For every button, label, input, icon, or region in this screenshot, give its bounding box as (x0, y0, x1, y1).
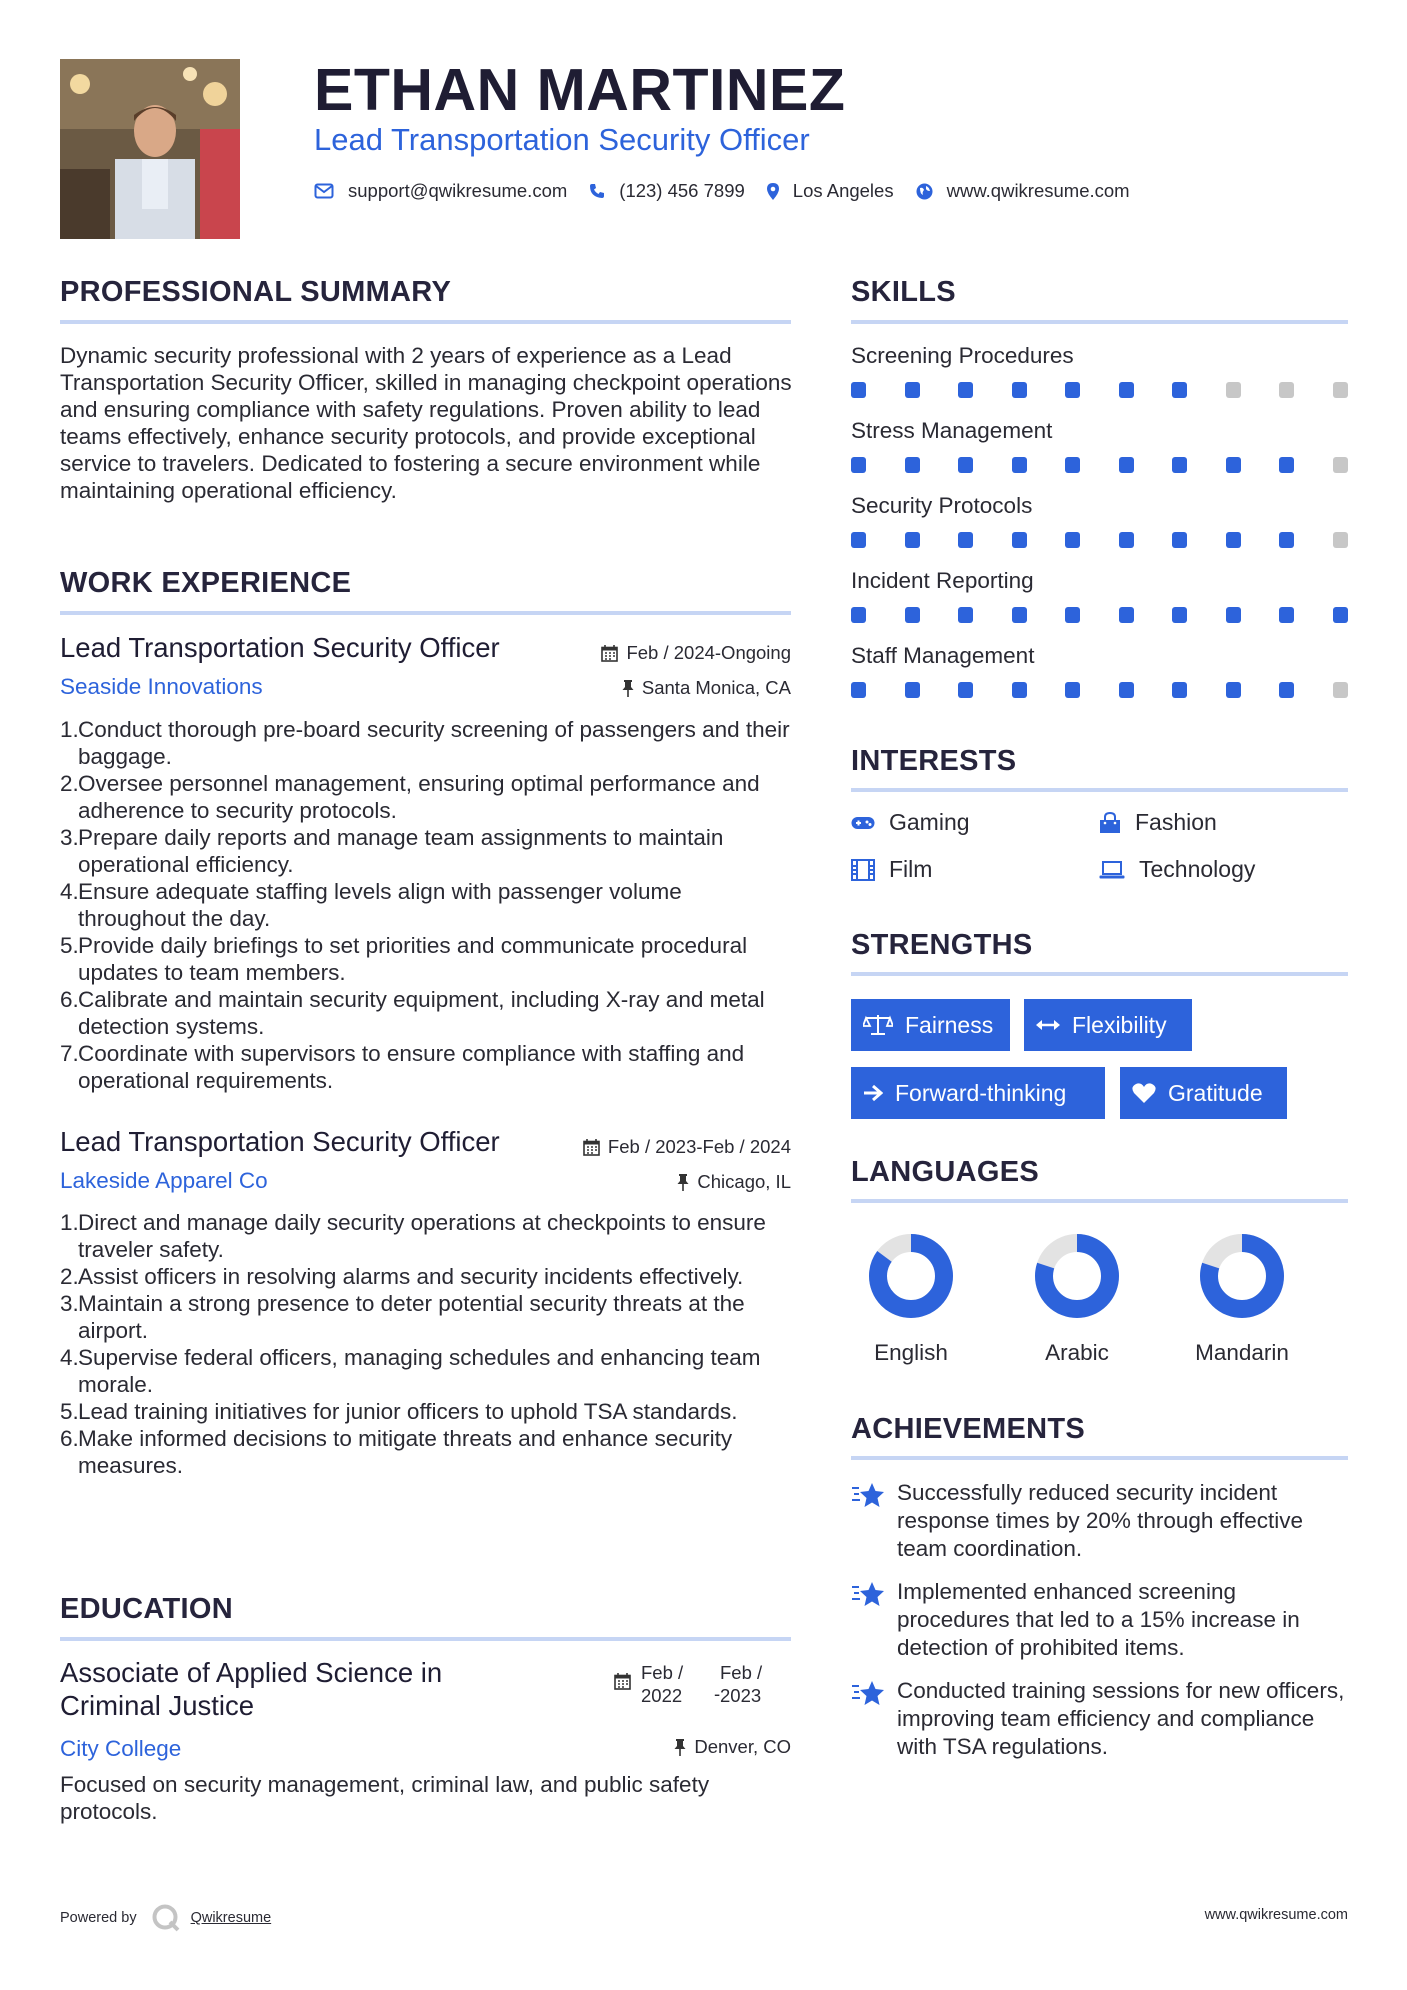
strength-tag (1120, 1067, 1287, 1119)
skill-dot (1333, 532, 1348, 548)
skill-dot (1012, 457, 1027, 473)
list-text: Maintain a strong presence to deter potential security threats at the airport. (78, 1291, 745, 1343)
proficiency-ring-chart (869, 1234, 953, 1318)
skills-divider (851, 320, 1348, 324)
footer-website[interactable]: www.qwikresume.com (1204, 1907, 1348, 1923)
skill-dot (1012, 532, 1027, 548)
gamepad-icon (851, 815, 875, 831)
skill-dot (1279, 532, 1294, 548)
calendar-icon (614, 1673, 631, 1690)
interests-heading: INTERESTS (851, 745, 1017, 777)
strength-tag (851, 999, 1010, 1051)
skill-name: Screening Procedures (851, 343, 1074, 368)
globe-icon (916, 183, 933, 200)
pushpin-icon (622, 680, 634, 697)
skill-dot (1226, 382, 1241, 398)
list-text: Ensure adequate staffing levels align with passenger volume throughout the day. (78, 879, 682, 931)
balance-scale-icon (863, 1014, 893, 1036)
phone-icon (589, 183, 605, 199)
achievement-text: Successfully reduced security incident response times by 20% through effective team coordination. (897, 1480, 1304, 1561)
edu-start-date (641, 1661, 683, 1707)
skill-dot (1065, 382, 1080, 398)
candidate-title: Lead Transportation Security Officer (314, 122, 810, 157)
skill-dot (851, 682, 866, 698)
strength-label: Gratitude (1168, 1079, 1263, 1106)
job-location (677, 1171, 791, 1193)
language-name: Arabic (1045, 1340, 1109, 1365)
powered-by-text: Powered by (60, 1910, 137, 1926)
contact-website[interactable] (916, 180, 1130, 202)
proficiency-ring-chart (1035, 1234, 1119, 1318)
interest-label: Fashion (1135, 809, 1217, 835)
job-location-text: Santa Monica, CA (641, 677, 791, 698)
list-item (60, 770, 795, 824)
list-item (60, 1290, 795, 1344)
skill-name: Incident Reporting (851, 568, 1034, 593)
skill-name: Stress Management (851, 418, 1053, 443)
skill-dot (1065, 682, 1080, 698)
skill-rating (851, 682, 1348, 698)
heart-icon (1132, 1083, 1156, 1104)
skill-dot (1333, 607, 1348, 623)
list-item (60, 716, 795, 770)
list-number: 7. (60, 1041, 79, 1066)
contact-phone[interactable] (589, 180, 745, 202)
skill-dot (1012, 607, 1027, 623)
skill-dot (1172, 532, 1187, 548)
achievement-item (851, 1578, 1351, 1662)
language-ring (846, 1234, 976, 1318)
calendar-icon (601, 645, 618, 662)
arrow-right-icon (863, 1084, 883, 1102)
achievement-item (851, 1479, 1351, 1563)
skill-dot (1119, 607, 1134, 623)
achievement-item (851, 1677, 1351, 1761)
list-item (60, 1040, 795, 1094)
strength-tag (851, 1067, 1105, 1119)
job-date-text: Feb / 2023-Feb / 2024 (607, 1136, 791, 1157)
language-name: Mandarin (1195, 1340, 1289, 1365)
edu-end-date (720, 1661, 762, 1707)
list-item (60, 1263, 795, 1290)
skill-dot (1065, 532, 1080, 548)
list-number: 5. (60, 933, 79, 958)
experience-heading: WORK EXPERIENCE (60, 567, 352, 599)
job-duties-list (60, 1209, 795, 1479)
skill-dot (1279, 682, 1294, 698)
edu-start-year: 2022 (641, 1685, 683, 1706)
strength-tag (1024, 999, 1192, 1051)
summary-text: Dynamic security professional with 2 years of experience as a Lead Transportation Security Officer, skilled in managing checkpoint operations and ensuring compliance with safety regulations. Proven ability to lead teams effectively, enhance security protocols, and provide exceptional service to travelers. Dedicated to fostering a secure environment while maintaining operational efficiency. (60, 343, 792, 503)
skill-dot (1333, 457, 1348, 473)
skill-dot (958, 682, 973, 698)
skill-dot (1333, 382, 1348, 398)
laptop-icon (1099, 861, 1125, 879)
list-item (60, 986, 795, 1040)
contact-bar (314, 180, 1152, 202)
strengths-divider (851, 972, 1348, 976)
interests-divider (851, 788, 1348, 792)
language-name: English (874, 1340, 948, 1365)
skill-dot (1065, 457, 1080, 473)
skill-dot (1333, 682, 1348, 698)
contact-location (767, 180, 894, 202)
pushpin-icon (674, 1739, 686, 1756)
language-ring (1012, 1234, 1142, 1318)
achievements-heading: ACHIEVEMENTS (851, 1413, 1086, 1445)
calendar-icon (583, 1139, 600, 1156)
skill-dot (1226, 682, 1241, 698)
star-icon (851, 1580, 885, 1608)
job-location (622, 677, 791, 699)
list-item (60, 1398, 795, 1425)
list-item (60, 878, 795, 932)
skill-dot (1172, 457, 1187, 473)
achievement-text: Conducted training sessions for new officers, improving team efficiency and compliance with TSA regulations. (897, 1678, 1345, 1759)
list-number: 4. (60, 879, 79, 904)
map-pin-icon (767, 183, 779, 200)
skill-dot (1119, 532, 1134, 548)
skill-dot (1065, 607, 1080, 623)
star-icon (851, 1481, 885, 1509)
list-item (60, 1425, 795, 1479)
skill-dot (1012, 682, 1027, 698)
list-text: Provide daily briefings to set priorities and communicate procedural updates to team members. (78, 933, 748, 985)
skill-dot (851, 532, 866, 548)
school-name: City College (60, 1736, 182, 1761)
skill-dot (851, 607, 866, 623)
skill-name: Security Protocols (851, 493, 1033, 518)
company-name: Seaside Innovations (60, 674, 263, 699)
skill-dot (1172, 382, 1187, 398)
interest-label: Technology (1139, 856, 1256, 882)
qwikresume-logo-icon (151, 1903, 181, 1933)
strength-label: Fairness (905, 1011, 994, 1038)
pushpin-icon (677, 1174, 689, 1191)
footer-powered-by (60, 1903, 271, 1933)
candidate-name: ETHAN MARTINEZ (314, 57, 846, 123)
list-text: Conduct thorough pre-board security screening of passengers and their baggage. (78, 717, 790, 769)
phone-text: (123) 456 7899 (619, 180, 745, 201)
proficiency-ring-chart (1200, 1234, 1284, 1318)
edu-end-month: Feb / (720, 1662, 763, 1683)
company-name: Lakeside Apparel Co (60, 1168, 268, 1193)
skill-dot (1119, 457, 1134, 473)
job-location-text: Chicago, IL (697, 1171, 791, 1192)
interest-item (1099, 856, 1255, 883)
skill-dot (1012, 382, 1027, 398)
job-title: Lead Transportation Security Officer (60, 632, 500, 663)
list-text: Assist officers in resolving alarms and security incidents effectively. (78, 1264, 744, 1289)
skill-dot (1119, 382, 1134, 398)
degree-line-2: Criminal Justice (60, 1690, 255, 1721)
skill-dot (958, 532, 973, 548)
achievements-divider (851, 1456, 1348, 1460)
list-number: 1. (60, 717, 79, 742)
profile-photo (60, 59, 240, 239)
list-item (60, 932, 795, 986)
arrows-horizontal-icon (1036, 1018, 1060, 1032)
strengths-heading: STRENGTHS (851, 929, 1033, 961)
skill-dot (958, 382, 973, 398)
list-text: Prepare daily reports and manage team assignments to maintain operational efficiency. (78, 825, 724, 877)
list-text: Direct and manage daily security operations at checkpoints to ensure traveler safety. (78, 1210, 766, 1262)
skill-dot (851, 382, 866, 398)
shopping-bag-icon (1099, 812, 1121, 834)
list-text: Supervise federal officers, managing schedules and enhancing team morale. (78, 1345, 761, 1397)
list-text: Lead training initiatives for junior officers to uphold TSA standards. (78, 1399, 738, 1424)
list-number: 4. (60, 1345, 79, 1370)
education-heading: EDUCATION (60, 1593, 233, 1625)
list-number: 2. (60, 1264, 79, 1289)
job-date (583, 1136, 791, 1158)
skill-dot (851, 457, 866, 473)
skill-rating (851, 382, 1348, 398)
qwikresume-link[interactable]: Qwikresume (190, 1910, 272, 1926)
list-item (60, 1209, 795, 1263)
summary-heading: PROFESSIONAL SUMMARY (60, 276, 452, 308)
interest-item (851, 856, 932, 883)
school-location-text: Denver, CO (694, 1736, 791, 1757)
strength-label: Forward-thinking (895, 1079, 1067, 1106)
list-item (60, 1344, 795, 1398)
list-text: Coordinate with supervisors to ensure compliance with staffing and operational requirements. (78, 1041, 745, 1093)
list-number: 2. (60, 771, 79, 796)
skill-name: Staff Management (851, 643, 1035, 668)
languages-divider (851, 1199, 1348, 1203)
skill-dot (905, 682, 920, 698)
education-divider (60, 1637, 791, 1641)
list-number: 5. (60, 1399, 79, 1424)
film-icon (851, 859, 875, 881)
location-text: Los Angeles (792, 180, 894, 201)
edu-start-month: Feb / (641, 1662, 684, 1683)
star-icon (851, 1679, 885, 1707)
list-number: 6. (60, 1426, 79, 1451)
job-title: Lead Transportation Security Officer (60, 1126, 500, 1157)
strength-label: Flexibility (1072, 1011, 1167, 1038)
skill-dot (1226, 457, 1241, 473)
list-text: Calibrate and maintain security equipment, including X-ray and metal detection systems. (78, 987, 765, 1039)
edu-end-year: 2023 (720, 1685, 762, 1706)
skill-dot (905, 457, 920, 473)
skill-rating (851, 532, 1348, 548)
languages-heading: LANGUAGES (851, 1156, 1039, 1188)
summary-divider (60, 320, 791, 324)
envelope-icon (314, 183, 334, 199)
degree-line-1: Associate of Applied Science in (60, 1657, 443, 1688)
experience-divider (60, 611, 791, 615)
interest-label: Gaming (889, 809, 970, 835)
language-ring (1177, 1234, 1307, 1318)
job-date (601, 642, 791, 664)
list-text: Make informed decisions to mitigate threats and enhance security measures. (78, 1426, 733, 1478)
skill-dot (1172, 682, 1187, 698)
calendar-icon-wrap (614, 1673, 631, 1695)
skill-rating (851, 607, 1348, 623)
skill-dot (1226, 607, 1241, 623)
school-location (674, 1736, 791, 1758)
job-duties-list (60, 716, 795, 1094)
skill-dot (905, 532, 920, 548)
list-number: 6. (60, 987, 79, 1012)
achievement-text: Implemented enhanced screening procedures that led to a 15% increase in detection of prohibited items. (897, 1579, 1300, 1660)
skill-dot (1226, 532, 1241, 548)
skill-dot (1172, 607, 1187, 623)
list-number: 1. (60, 1210, 79, 1235)
interest-label: Film (889, 856, 933, 882)
skill-dot (905, 607, 920, 623)
skill-dot (1279, 382, 1294, 398)
list-number: 3. (60, 1291, 79, 1316)
skill-dot (1279, 607, 1294, 623)
website-text: www.qwikresume.com (946, 180, 1130, 201)
skill-rating (851, 457, 1348, 473)
skill-dot (1279, 457, 1294, 473)
email-text: support@qwikresume.com (348, 180, 568, 201)
skill-dot (958, 607, 973, 623)
interest-item (1099, 809, 1217, 836)
skills-heading: SKILLS (851, 276, 956, 308)
job-date-text: Feb / 2024-Ongoing (626, 642, 791, 663)
education-description: Focused on security management, criminal law, and public safety protocols. (60, 1772, 710, 1824)
skill-dot (905, 382, 920, 398)
list-item (60, 824, 795, 878)
skill-dot (958, 457, 973, 473)
list-number: 3. (60, 825, 79, 850)
date-range-dash: - (714, 1683, 721, 1704)
list-text: Oversee personnel management, ensuring optimal performance and adherence to security protocols. (78, 771, 760, 823)
interest-item (851, 809, 970, 836)
skill-dot (1119, 682, 1134, 698)
contact-email[interactable] (314, 180, 567, 202)
